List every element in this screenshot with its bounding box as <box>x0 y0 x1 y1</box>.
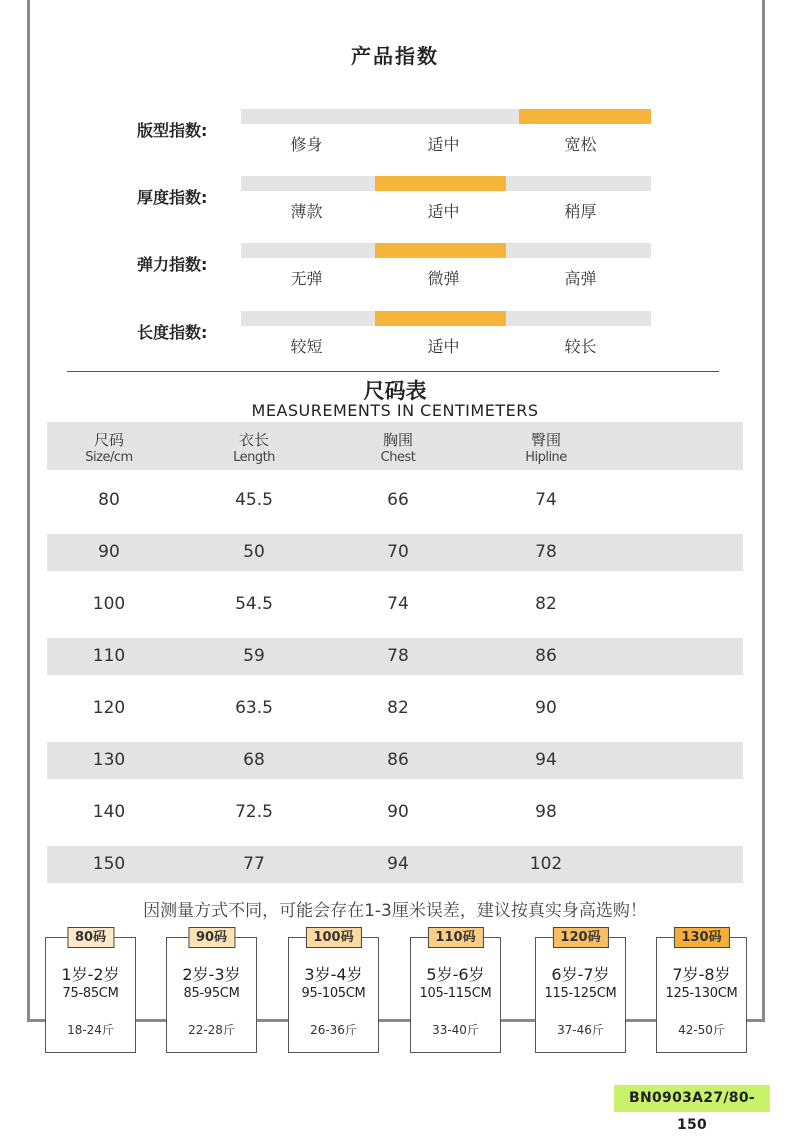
size-card <box>410 930 501 1053</box>
index-option: 适中 <box>427 337 460 356</box>
cell-size: 130 <box>92 750 126 770</box>
size-table-title: 尺码表 <box>363 379 427 403</box>
index-bar-highlight <box>519 109 651 124</box>
frame-left-border <box>27 0 30 1022</box>
size-table-subtitle: MEASUREMENTS IN CENTIMETERS <box>251 401 539 420</box>
size-card-height: 95-105CM <box>301 986 366 1001</box>
table-row <box>47 846 743 883</box>
size-card-tag: 110码 <box>427 927 483 948</box>
size-card-weight: 26-36斤 <box>310 1023 357 1037</box>
frame-bottom-border <box>27 1019 765 1022</box>
index-bar-highlight <box>375 243 506 258</box>
table-row <box>47 586 743 623</box>
index-option: 薄款 <box>290 202 323 221</box>
table-row <box>47 690 743 727</box>
cell-size: 80 <box>98 490 120 510</box>
header-hipline <box>476 422 616 465</box>
cell-length: 54.5 <box>235 594 273 614</box>
header-length-cn: 衣长 <box>238 431 269 449</box>
cell-size: 140 <box>92 802 126 822</box>
table-row <box>47 742 743 779</box>
table-row <box>47 794 743 831</box>
index-option: 无弹 <box>290 269 323 288</box>
index-option: 适中 <box>427 135 460 154</box>
index-option: 高弹 <box>564 269 597 288</box>
size-card-weight: 37-46斤 <box>557 1023 604 1037</box>
index-bar-track <box>241 109 651 124</box>
cell-chest: 74 <box>387 594 409 614</box>
cell-size: 90 <box>98 542 120 562</box>
cell-size: 100 <box>92 594 126 614</box>
index-option: 较短 <box>290 337 323 356</box>
cell-length: 63.5 <box>235 698 273 718</box>
cell-length: 45.5 <box>235 490 273 510</box>
cell-hipline: 94 <box>535 750 557 770</box>
cell-chest: 94 <box>387 854 409 874</box>
cell-hipline: 90 <box>535 698 557 718</box>
product-code-badge: BN0903A27/80-150 <box>614 1085 770 1112</box>
cell-chest: 78 <box>387 646 409 666</box>
header-chest-en: Chest <box>380 450 416 465</box>
index-bar-track <box>241 243 651 258</box>
cell-length: 50 <box>243 542 265 562</box>
size-card-tag: 80码 <box>67 927 114 948</box>
size-card <box>535 930 626 1053</box>
size-card-weight: 42-50斤 <box>678 1023 725 1037</box>
size-card <box>166 930 257 1053</box>
table-row <box>47 482 743 519</box>
index-row-label: 厚度指数: <box>137 188 208 207</box>
size-card-weight: 33-40斤 <box>432 1023 479 1037</box>
size-card-height: 85-95CM <box>183 986 240 1001</box>
size-card-tag: 100码 <box>305 927 361 948</box>
cell-chest: 90 <box>387 802 409 822</box>
index-row-label: 版型指数: <box>137 121 208 140</box>
size-card-age: 3岁-4岁 <box>304 965 363 984</box>
size-card-age: 7岁-8岁 <box>672 965 731 984</box>
cell-hipline: 98 <box>535 802 557 822</box>
cell-hipline: 78 <box>535 542 557 562</box>
table-row <box>47 638 743 675</box>
header-size-cn: 尺码 <box>93 431 124 449</box>
cell-length: 72.5 <box>235 802 273 822</box>
size-card-height: 105-115CM <box>419 986 492 1001</box>
size-card-age: 6岁-7岁 <box>551 965 610 984</box>
index-option: 宽松 <box>564 135 597 154</box>
index-row-label: 长度指数: <box>137 323 208 342</box>
index-option: 稍厚 <box>564 202 597 221</box>
index-option: 微弹 <box>427 269 460 288</box>
cell-length: 77 <box>243 854 265 874</box>
size-card <box>656 930 747 1053</box>
size-card-height: 75-85CM <box>62 986 119 1001</box>
cell-chest: 66 <box>387 490 409 510</box>
header-chest <box>328 422 468 465</box>
cell-size: 120 <box>92 698 126 718</box>
index-option: 修身 <box>290 135 323 154</box>
cell-hipline: 74 <box>535 490 557 510</box>
header-length-en: Length <box>233 450 275 465</box>
cell-hipline: 82 <box>535 594 557 614</box>
cell-size: 150 <box>92 854 126 874</box>
size-card-age: 2岁-3岁 <box>182 965 241 984</box>
header-size-en: Size/cm <box>85 450 133 465</box>
table-row <box>47 534 743 571</box>
section-divider <box>67 371 719 372</box>
size-card-height: 115-125CM <box>544 986 617 1001</box>
header-hipline-en: Hipline <box>525 450 567 465</box>
cell-chest: 82 <box>387 698 409 718</box>
size-card-tag: 120码 <box>552 927 608 948</box>
index-option: 较长 <box>564 337 597 356</box>
size-table-header <box>47 422 743 470</box>
size-card-tag: 130码 <box>673 927 729 948</box>
frame-right-border <box>762 0 765 1022</box>
cell-hipline: 102 <box>529 854 563 874</box>
index-bar-track <box>241 311 651 326</box>
header-size <box>39 422 179 465</box>
cell-length: 68 <box>243 750 265 770</box>
size-card-age: 1岁-2岁 <box>61 965 120 984</box>
size-card <box>45 930 136 1053</box>
cell-chest: 70 <box>387 542 409 562</box>
cell-chest: 86 <box>387 750 409 770</box>
size-card-age: 5岁-6岁 <box>426 965 485 984</box>
header-length <box>184 422 324 465</box>
index-bar-track <box>241 176 651 191</box>
cell-size: 110 <box>92 646 126 666</box>
index-row-label: 弹力指数: <box>137 255 208 274</box>
header-chest-cn: 胸围 <box>382 431 413 449</box>
size-card-height: 125-130CM <box>665 986 738 1001</box>
index-bar-highlight <box>375 176 506 191</box>
size-card-tag: 90码 <box>188 927 235 948</box>
cell-hipline: 86 <box>535 646 557 666</box>
size-card-weight: 18-24斤 <box>67 1023 114 1037</box>
size-card-weight: 22-28斤 <box>188 1023 235 1037</box>
size-card <box>288 930 379 1053</box>
header-hipline-cn: 臀围 <box>530 431 561 449</box>
measurement-note: 因测量方式不同，可能会存在1-3厘米误差，建议按真实身高选购！ <box>143 901 647 921</box>
index-option: 适中 <box>427 202 460 221</box>
product-index-title: 产品指数 <box>351 44 439 68</box>
index-bar-highlight <box>375 311 506 326</box>
cell-length: 59 <box>243 646 265 666</box>
